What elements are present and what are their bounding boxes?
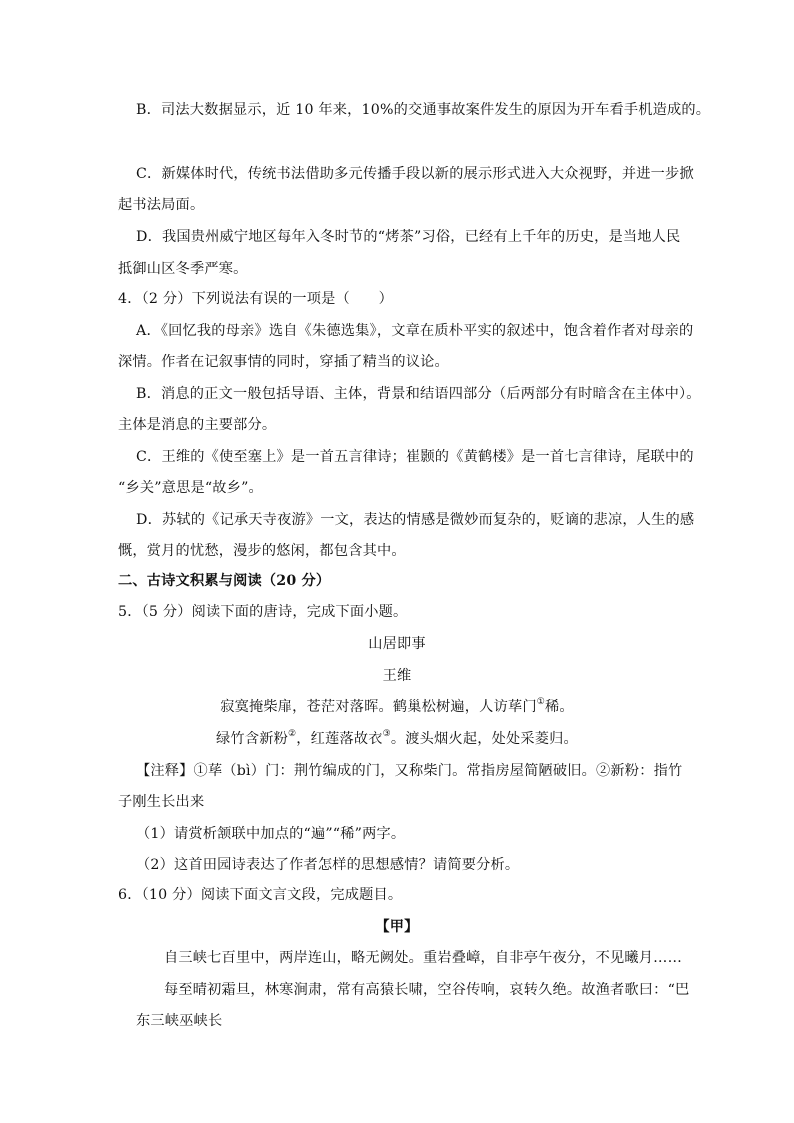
poem-line-2-text-a: 绿竹含新粉 [216, 731, 288, 747]
q5-subquestion-2: （2）这首田园诗表达了作者怎样的思想感情？请简要分析。 [136, 857, 520, 873]
q3-option-b: B．司法大数据显示，近 10 年来，10%的交通事故案件发生的原因为开车看手机造成的。 [136, 102, 711, 118]
q4-stem: 4．（2 分）下列说法有误的一项是（ ） [118, 291, 394, 307]
q4-option-a-line2: 深情。作者在记叙事情的同时，穿插了精当的议论。 [118, 354, 449, 370]
footnote-mark-3: ③ [382, 729, 391, 739]
q4-option-d-line2: 慨，赏月的忧愁，漫步的悠闲，都包含其中。 [118, 543, 406, 559]
poem-line-2-text-b: ，红莲落故衣 [296, 731, 383, 747]
q3-option-d-line2: 抵御山区冬季严寒。 [118, 261, 248, 277]
q3-option-d-line1: D．我国贵州威宁地区每年入冬时节的“烤茶”习俗，已经有上千年的历史，是当地人民 [136, 229, 681, 245]
passage-paragraph-2-line2: 东三峡巫峡长 [136, 1013, 223, 1029]
q6-stem: 6．（10 分）阅读下面文言文段，完成题目。 [118, 887, 403, 903]
poem-line-1-text-b: 稀。 [545, 699, 574, 715]
passage-paragraph-1: 自三峡七百里中，两岸连山，略无阙处。重岩叠嶂，自非亭午夜分，不见曦月…… [164, 950, 682, 966]
poem-line-2 [0, 729, 794, 749]
q4-option-c-line1: C．王维的《使至塞上》是一首五言律诗；崔颢的《黄鹤楼》是一首七言律诗，尾联中的 [136, 449, 694, 465]
q3-option-c-line1: C．新媒体时代，传统书法借助多元传播手段以新的展示形式进入大众视野，并进一步掀 [136, 166, 694, 182]
q5-subquestion-1: （1）请赏析颔联中加点的“遍”“稀”两字。 [136, 826, 406, 842]
q4-option-b-line1: B．消息的正文一般包括导语、主体，背景和结语四部分（后两部分有时暗含在主体中）。 [136, 386, 701, 402]
poem-notes-line1: 【注释】①荜（bì）门：荆竹编成的门，又称柴门。常指房屋简陋破旧。②新粉：指竹 [136, 763, 683, 779]
q4-option-a-line1: A．《回忆我的母亲》选自《朱德选集》，文章在质朴平实的叙述中，饱含着作者对母亲的 [136, 323, 694, 339]
poem-title: 山居即事 [368, 636, 426, 652]
q4-option-b-line2: 主体是消息的主要部分。 [118, 417, 277, 433]
passage-paragraph-2-line1: 每至晴初霜旦，林寒涧肃，常有高猿长啸，空谷传响，哀转久绝。故渔者歌曰：“巴 [164, 982, 690, 998]
footnote-mark-2: ② [288, 729, 297, 739]
poem-line-1-text-a: 寂寞掩柴扉，苍茫对落晖。鹤巢松树遍，人访荜门 [220, 699, 537, 715]
q3-option-c-line2: 起书法局面。 [118, 197, 205, 213]
poem-author: 王维 [382, 668, 412, 684]
footnote-mark-1: ① [536, 697, 546, 707]
passage-jia-label: 【甲】 [375, 919, 419, 935]
poem-line-1 [0, 697, 794, 717]
poem-line-2-text-c: 。渡头烟火起，处处采菱归。 [390, 731, 578, 747]
q4-option-d-line1: D．苏轼的《记承天寺夜游》一文，表达的情感是微妙而复杂的，贬谪的悲凉，人生的感 [136, 512, 695, 528]
section-heading: 二、古诗文积累与阅读（20 分） [118, 573, 331, 589]
poem-notes-line2: 子刚生长出来 [118, 794, 205, 810]
q4-option-c-line2: “乡关”意思是“故乡”。 [118, 480, 263, 496]
q5-stem: 5．（5 分）阅读下面的唐诗，完成下面小题。 [118, 604, 408, 620]
